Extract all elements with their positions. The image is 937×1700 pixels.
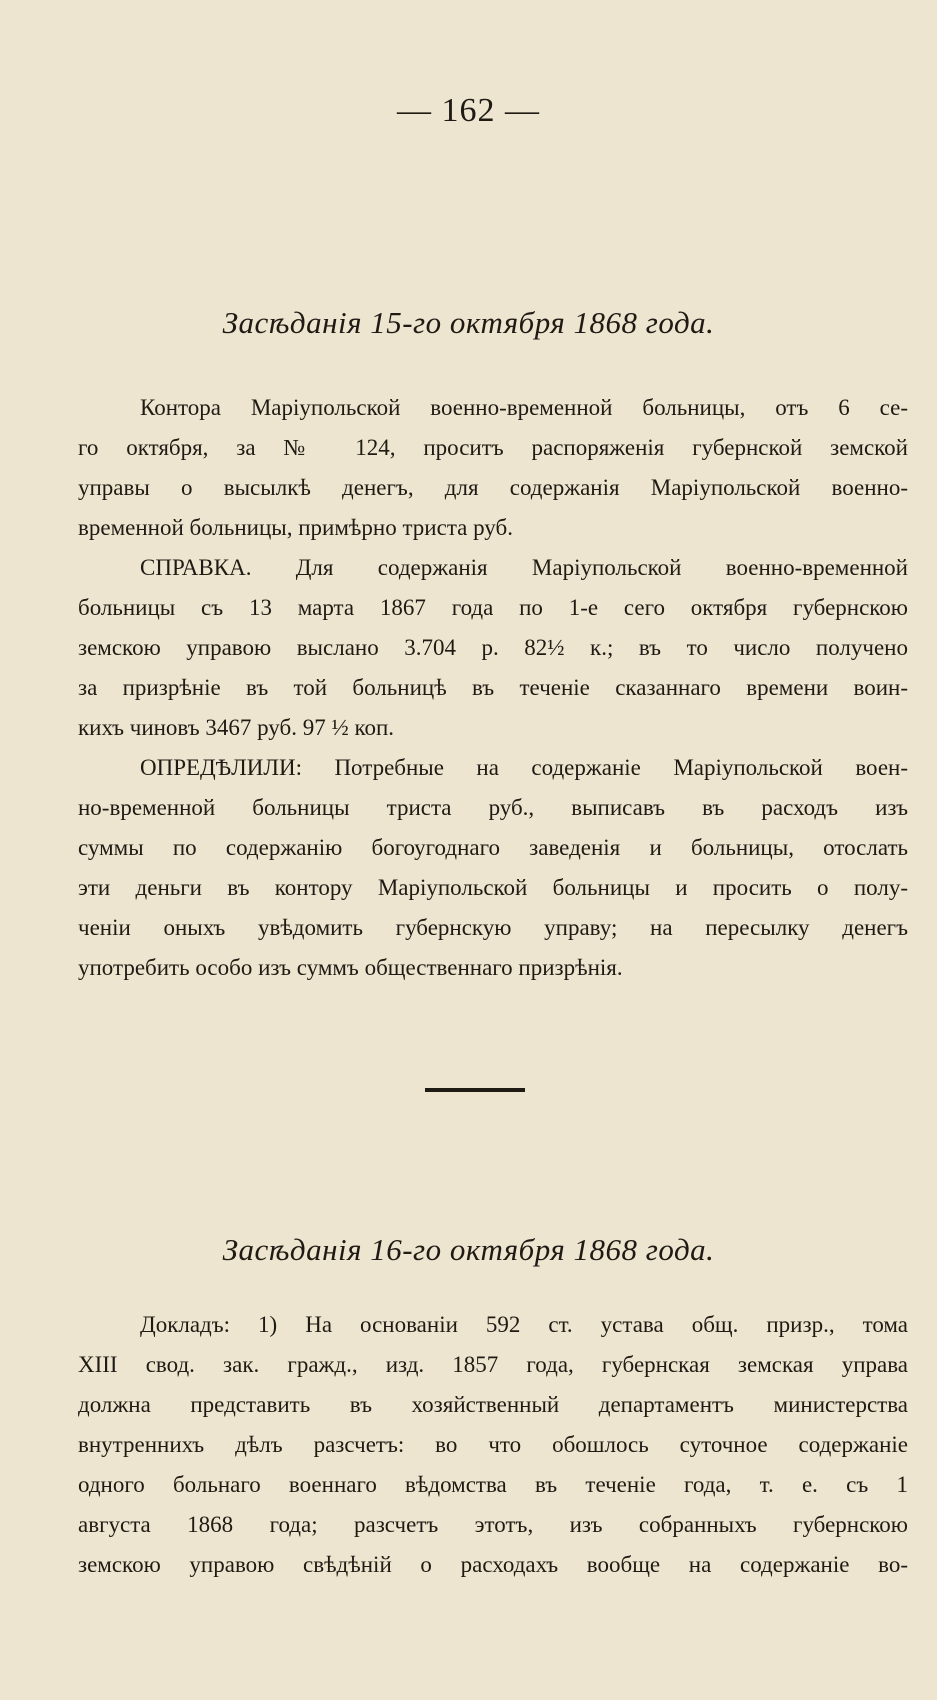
text-line: Контора Маріупольской военно-временной больницы, отъ 6 се- [140,395,908,420]
text-line: Докладъ: 1) На основаніи 592 ст. устава общ. призр., тома [140,1312,908,1337]
text-line: ченіи оныхъ увѣдомить губернскую управу; на пересылку денегъ [78,915,908,940]
section-oct16-body [78,1305,908,1585]
text-line: земскою управою выслано 3.704 р. 82½ к.; въ то число получено [78,635,908,660]
page-number: — 162 — [397,92,540,129]
section-heading-oct16: Засѣданія 16-го октября 1868 года. [222,1232,715,1267]
text-line: го октября, за № 124, проситъ распоряженія губернской земской [78,435,908,460]
text-line: ОПРЕДѢЛИЛИ: Потребные на содержаніе Маріупольской воен- [140,755,908,780]
section-oct15-body [78,388,908,988]
text-line: СПРАВКА. Для содержанія Маріупольской военно-временной [140,555,908,580]
text-line: за призрѣніе въ той больницѣ въ теченіе сказаннаго времени воин- [78,675,908,700]
text-line: больницы съ 13 марта 1867 года по 1-е сего октября губернскою [78,595,908,620]
text-line: одного больнаго военнаго вѣдомства въ теченіе года, т. е. съ 1 [78,1472,908,1497]
section-heading-oct15: Засѣданія 15-го октября 1868 года. [222,305,715,340]
text-line: суммы по содержанію богоугоднаго заведенія и больницы, отослать [78,835,908,860]
text-line: употребить особо изъ суммъ общественнаго призрѣнія. [78,955,623,980]
text-line: временной больницы, примѣрно триста руб. [78,515,513,540]
section-divider [425,1088,525,1092]
text-line: земскою управою свѣдѣній о расходахъ вообще на содержаніе во- [78,1552,908,1577]
text-line: кихъ чиновъ 3467 руб. 97 ½ коп. [78,715,395,740]
text-line: эти деньги въ контору Маріупольской больницы и просить о полу- [78,875,908,900]
text-line: управы о высылкѣ денегъ, для содержанія Маріупольской военно- [78,475,908,500]
text-line: XIII свод. зак. гражд., изд. 1857 года, губернская земская управа [78,1352,908,1377]
text-line: но-временной больницы триста руб., выписавъ въ расходъ изъ [78,795,908,820]
text-line: внутреннихъ дѣлъ разсчетъ: во что обошлось суточное содержаніе [78,1432,908,1457]
text-line: августа 1868 года; разсчетъ этотъ, изъ собранныхъ губернскою [78,1512,908,1537]
text-line: должна представить въ хозяйственный департаментъ министерства [78,1392,908,1417]
